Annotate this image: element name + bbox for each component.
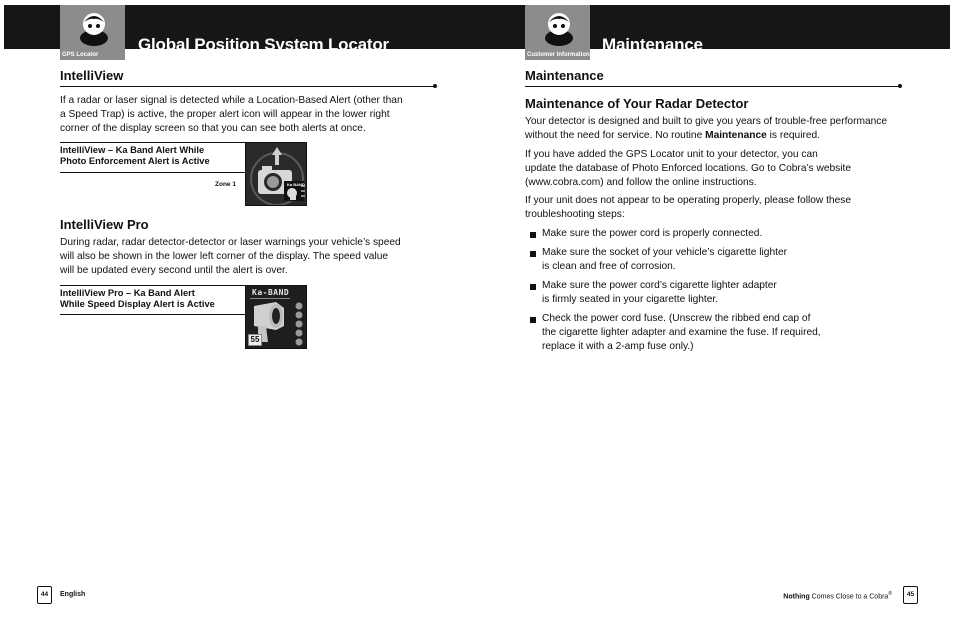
footer-tagline: Nothing Comes Close to a Cobra®: [783, 591, 892, 601]
list-item: Make sure the power cord is properly connected.: [542, 228, 763, 239]
cobra-mascot-icon: [539, 8, 579, 48]
list-item: Check the power cord fuse. (Unscrew the ribbed end cap of the cigarette lighter adapter and examine the fuse. If required, replace it with a 2-amp fuse only.): [542, 313, 821, 352]
page-number: 45: [903, 586, 918, 604]
screen-band-label: Ka-BAND: [252, 288, 290, 297]
section-tab-customer-information: [525, 5, 590, 60]
pro-paragraph: During radar, radar detector-detector or laser warnings your vehicle’s speed will also be shown in the lower left corner of the display. The speed value will be updated every second until the alert is over.: [60, 237, 401, 276]
section-rule-dot: [433, 84, 437, 88]
page-number: 44: [37, 586, 52, 604]
bold-maintenance: Maintenance: [705, 130, 767, 141]
page-title: Maintenance: [602, 35, 703, 54]
section-rule-dot: [898, 84, 902, 88]
bullet-icon: [530, 232, 536, 238]
figure2-caption: IntelliView Pro – Ka Band Alert While Speed Display Alert is Active: [60, 288, 215, 309]
section-tab-gps-locator: [60, 5, 125, 60]
section-rule: [525, 86, 900, 87]
figure-caption: IntelliView – Ka Band Alert While Photo Enforcement Alert is Active: [60, 145, 210, 166]
section-rule: [60, 86, 435, 87]
cobra-mascot-icon: [74, 8, 114, 48]
right-page: [477, 0, 954, 644]
display-screen-speed-alert: [245, 285, 307, 349]
zone-label: Zone 1: [215, 181, 236, 188]
section-title: IntelliView: [60, 68, 124, 83]
paragraph-gps-update: If you have added the GPS Locator unit to your detector, you can update the database of Photo Enforced locations. Go to Cobra’s website (www.cobra.com) and follow the online instructions.: [525, 149, 852, 188]
paragraph-intro: Your detector is designed and built to give you years of trouble-free performance without the need for service. No routine Maintenance is required.: [525, 116, 888, 141]
pro-title: IntelliView Pro: [60, 217, 149, 232]
sub-title: Maintenance of Your Radar Detector: [525, 96, 749, 111]
tab-label: GPS Locator: [62, 52, 99, 58]
bullet-icon: [530, 251, 536, 257]
bullet-icon: [530, 284, 536, 290]
page-title: Global Position System Locator: [138, 35, 389, 54]
bullet-icon: [530, 317, 536, 323]
display-screen-photo-alert: [245, 142, 307, 206]
speed-display: 55: [248, 334, 262, 346]
screen-band-label: Ka BAND: [287, 182, 305, 187]
paragraph-troubleshoot: If your unit does not appear to be operating properly, please follow these troubleshooting steps:: [525, 195, 852, 220]
photo-enforcement-camera-icon: [246, 143, 307, 206]
section-title: Maintenance: [525, 68, 604, 83]
footer-language: English: [60, 591, 86, 598]
tab-label: Customer Information: [527, 52, 590, 58]
list-item: Make sure the power cord’s cigarette lighter adapter is firmly seated in your cigarette lighter.: [542, 280, 777, 305]
list-item: Make sure the socket of your vehicle’s cigarette lighter is clean and free of corrosion.: [542, 247, 787, 272]
intro-paragraph: If a radar or laser signal is detected while a Location-Based Alert (other than a Speed Trap) is active, the proper alert icon will appear in the lower right corner of the display screen so that you can see both alerts at once.: [60, 95, 403, 134]
